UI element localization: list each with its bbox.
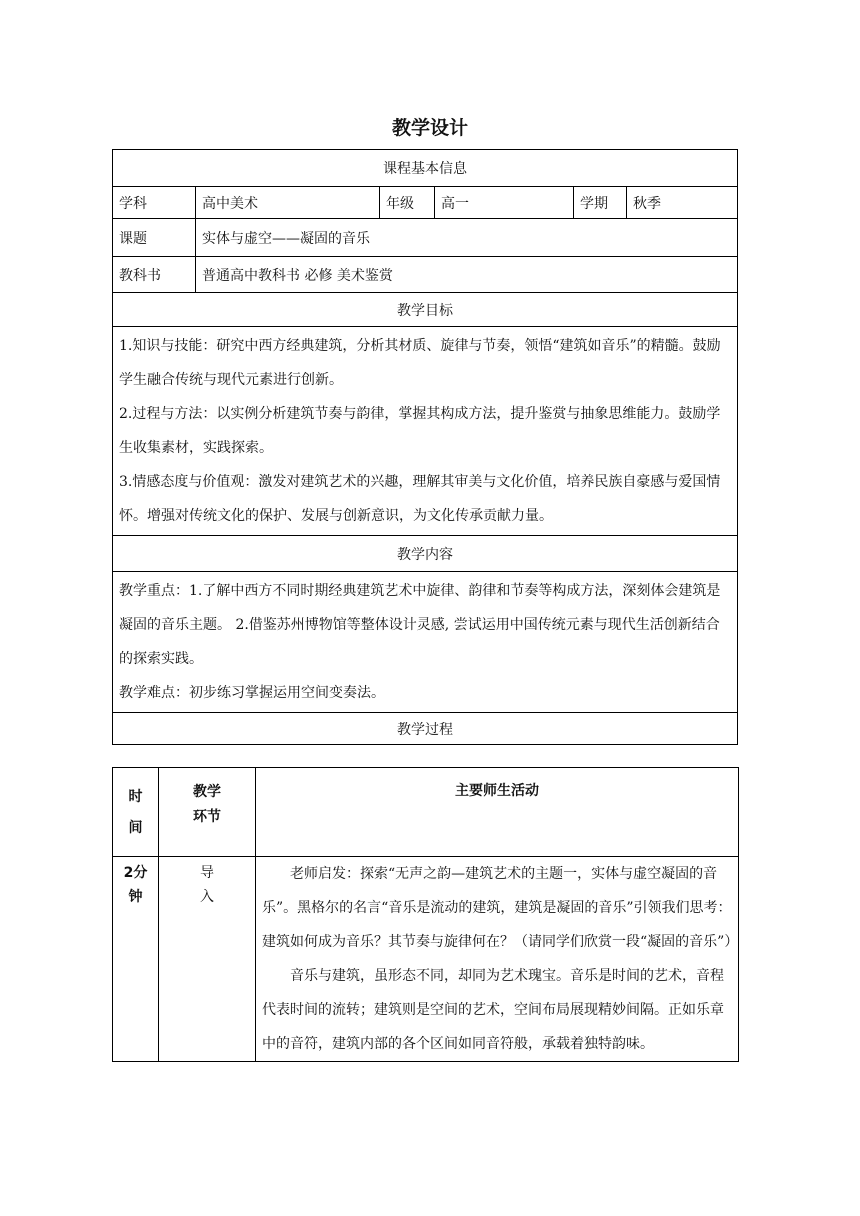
activity-paragraph: 老师启发：探索“无声之韵—建筑艺术的主题一，实体与虚空凝固的音乐”。黑格尔的名言“音乐是流动的建筑，建筑是凝固的音乐”引领我们思考：建筑如何成为音乐？其节奏与旋律何在？（请同学们欣赏一段“凝固的音乐”） — [262, 866, 739, 950]
topic-label: 课题 — [113, 219, 196, 257]
row-time: 2分 钟 — [113, 857, 159, 1062]
grade-value: 高一 — [435, 187, 574, 219]
topic-value: 实体与虚空——凝固的音乐 — [196, 219, 738, 257]
time-column-header: 时 间 — [113, 768, 159, 857]
objectives-header: 教学目标 — [113, 293, 738, 327]
row-stage: 导 入 — [159, 857, 256, 1062]
textbook-label: 教科书 — [113, 257, 196, 293]
content-body — [113, 572, 738, 713]
row-activity — [256, 857, 739, 1062]
process-header: 教学过程 — [113, 713, 738, 745]
table-row — [113, 857, 739, 1062]
grade-label: 年级 — [380, 187, 435, 219]
term-label: 学期 — [574, 187, 627, 219]
objective-item: 2.过程与方法：以实例分析建筑节奏与韵律，掌握其构成方法，提升鉴赏与抽象思维能力。鼓励学生收集素材，实践探索。 — [119, 406, 721, 456]
objective-item: 3.情感态度与价值观：激发对建筑艺术的兴趣，理解其审美与文化价值，培养民族自豪感与爱国情怀。增强对传统文化的保护、发展与创新意识，为文化传承贡献力量。 — [119, 474, 721, 524]
subject-label: 学科 — [113, 187, 196, 219]
basic-info-header: 课程基本信息 — [113, 150, 738, 187]
course-info-table — [112, 149, 738, 745]
objectives-body — [113, 327, 738, 536]
process-table — [112, 767, 739, 1062]
content-header: 教学内容 — [113, 536, 738, 572]
activity-paragraph: 音乐与建筑，虽形态不同，却同为艺术瑰宝。音乐是时间的艺术，音程代表时间的流转；建筑则是空间的艺术，空间布局展现精妙间隔。正如乐章中的音符，建筑内部的各个区间如同音符般，承载着独特韵味。 — [262, 968, 724, 1052]
difficulties-text: 教学难点：初步练习掌握运用空间变奏法。 — [119, 685, 385, 701]
subject-value: 高中美术 — [196, 187, 380, 219]
term-value: 秋季 — [627, 187, 738, 219]
document-title: 教学设计 — [391, 117, 468, 139]
main-activity-column-header: 主要师生活动 — [256, 768, 739, 857]
key-points-text: 教学重点：1.了解中西方不同时期经典建筑艺术中旋律、韵律和节奏等构成方法，深刻体会建筑是凝固的音乐主题。 2.借鉴苏州博物馆等整体设计灵感, 尝试运用中国传统元素与现代生活创新结合的探索实践。 — [119, 583, 721, 667]
objective-item: 1.知识与技能：研究中西方经典建筑，分析其材质、旋律与节奏，领悟“建筑如音乐”的精髓。鼓励学生融合传统与现代元素进行创新。 — [119, 338, 721, 388]
textbook-value: 普通高中教科书 必修 美术鉴赏 — [196, 257, 738, 293]
stage-column-header: 教学 环节 — [159, 768, 256, 857]
